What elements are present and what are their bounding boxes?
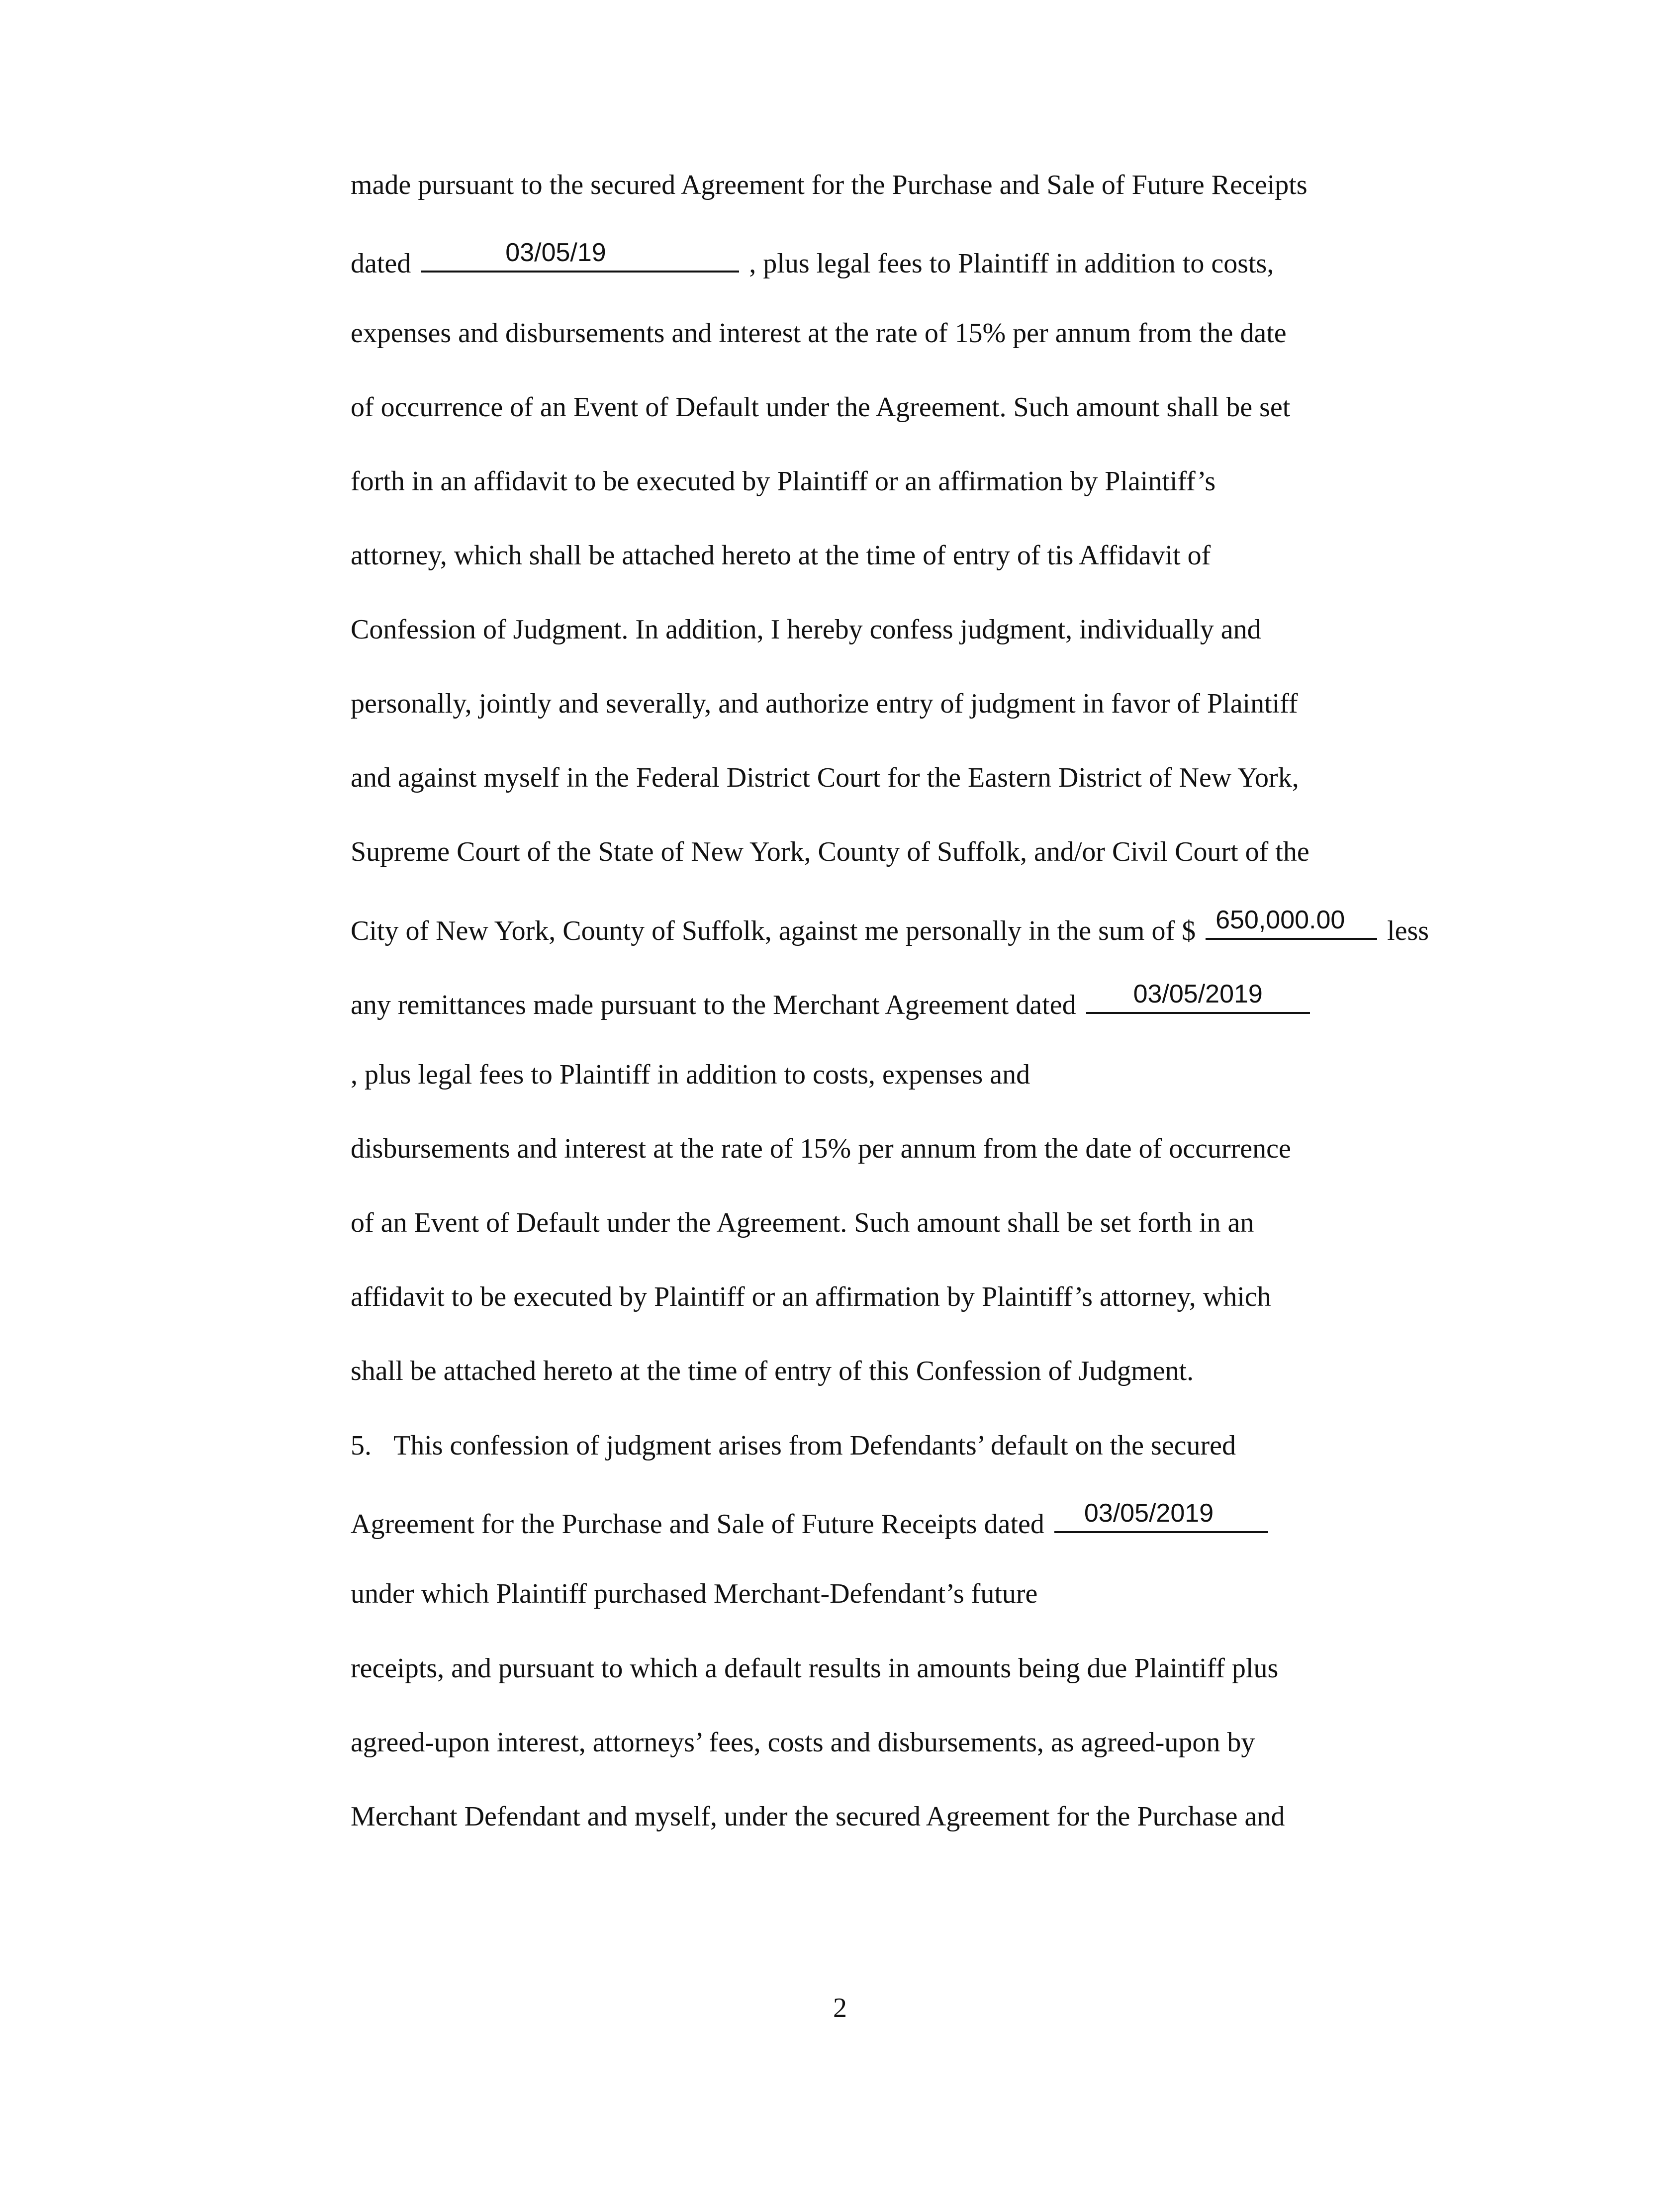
text-line-22: agreed-upon interest, attorneys’ fees, costs and disbursements, as agreed-upon by bbox=[351, 1727, 1255, 1758]
dated-line-suffix: , plus legal fees to Plaintiff in addition to costs, bbox=[749, 248, 1274, 279]
receipts-agreement-line bbox=[351, 1499, 1271, 1542]
merchant-agreement-date-field bbox=[1086, 980, 1310, 1014]
text-line-20: under which Plaintiff purchased Merchant-Defendant’s future bbox=[351, 1578, 1038, 1609]
sum-amount-field bbox=[1206, 906, 1377, 940]
text-line-21: receipts, and pursuant to which a default results in amounts being due Plaintiff plus bbox=[351, 1653, 1279, 1684]
text-line-3: expenses and disbursements and interest at the rate of 15% per annum from the date bbox=[351, 318, 1287, 349]
text-line-10: Supreme Court of the State of New York, County of Suffolk, and/or Civil Court of the bbox=[351, 836, 1309, 867]
sum-amount-value: 650,000.00 bbox=[1215, 906, 1345, 934]
receipts-line-prefix: Agreement for the Purchase and Sale of Future Receipts dated bbox=[351, 1509, 1044, 1540]
merchant-line-prefix: any remittances made pursuant to the Merchant Agreement dated bbox=[351, 990, 1076, 1020]
paragraph-number: 5. bbox=[351, 1430, 372, 1461]
receipts-agreement-date-field bbox=[1054, 1499, 1268, 1533]
text-line-14: disbursements and interest at the rate of 15% per annum from the date of occurrence bbox=[351, 1133, 1291, 1164]
text-line-17: shall be attached hereto at the time of entry of this Confession of Judgment. bbox=[351, 1356, 1194, 1386]
text-line-15: of an Event of Default under the Agreement. Such amount shall be set forth in an bbox=[351, 1207, 1254, 1238]
sum-line bbox=[351, 906, 1429, 948]
dated-line bbox=[351, 238, 1274, 281]
text-line-1: made pursuant to the secured Agreement for the Purchase and Sale of Future Receipts bbox=[351, 170, 1307, 200]
dated-label: dated bbox=[351, 248, 411, 279]
text-line-9: and against myself in the Federal District Court for the Eastern District of New York, bbox=[351, 762, 1299, 793]
sum-line-suffix: less bbox=[1387, 915, 1429, 946]
paragraph-5-first-line bbox=[351, 1428, 1236, 1463]
text-line-8: personally, jointly and severally, and authorize entry of judgment in favor of Plaintiff bbox=[351, 688, 1298, 719]
merchant-agreement-line bbox=[351, 980, 1313, 1022]
text-line-5: forth in an affidavit to be executed by Plaintiff or an affirmation by Plaintiff’s bbox=[351, 466, 1216, 497]
text-line-4: of occurrence of an Event of Default under the Agreement. Such amount shall be set bbox=[351, 392, 1291, 423]
sum-line-prefix: City of New York, County of Suffolk, against me personally in the sum of $ bbox=[351, 915, 1196, 946]
page-number: 2 bbox=[833, 1993, 847, 2023]
text-line-6: attorney, which shall be attached hereto at the time of entry of tis Affidavit of bbox=[351, 540, 1211, 571]
agreement-date-field bbox=[421, 238, 739, 273]
agreement-date-value: 03/05/19 bbox=[505, 238, 606, 267]
paragraph-5-text: This confession of judgment arises from Defendants’ default on the secured bbox=[393, 1430, 1236, 1461]
text-line-13: , plus legal fees to Plaintiff in addition to costs, expenses and bbox=[351, 1059, 1030, 1090]
merchant-agreement-date-value: 03/05/2019 bbox=[1133, 980, 1263, 1008]
text-line-16: affidavit to be executed by Plaintiff or an affirmation by Plaintiff’s attorney, which bbox=[351, 1281, 1271, 1312]
receipts-agreement-date-value: 03/05/2019 bbox=[1084, 1499, 1214, 1528]
text-line-23: Merchant Defendant and myself, under the secured Agreement for the Purchase and bbox=[351, 1801, 1285, 1832]
text-line-7: Confession of Judgment. In addition, I hereby confess judgment, individually and bbox=[351, 614, 1261, 645]
